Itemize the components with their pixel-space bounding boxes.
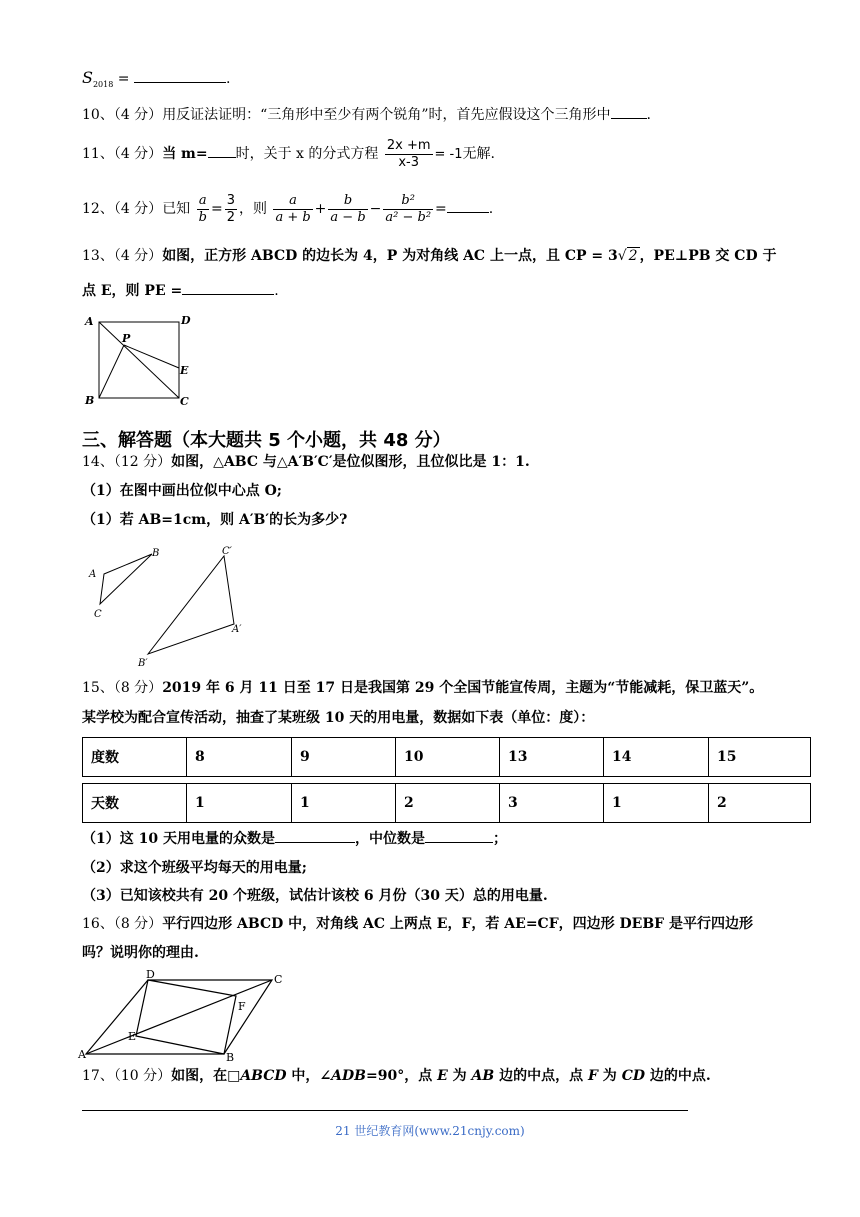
label-d: D [146, 968, 155, 981]
q14-text: 如图，△ABC 与△A′B′C′是位似图形，且位似比是 1：1. [171, 454, 530, 470]
q12-frac-a-b [197, 193, 209, 226]
q13-blank[interactable] [182, 280, 274, 295]
figure-13-square [80, 312, 200, 408]
label-a: A [89, 569, 97, 580]
median-blank[interactable] [425, 828, 493, 843]
q15-part2: （2）求这个班级平均每天的用电量; [82, 860, 307, 876]
footer-divider [82, 1110, 688, 1111]
q15-number: 15、 [82, 680, 114, 696]
q12-mid: ，则 [238, 201, 267, 217]
q12-end: . [488, 201, 494, 217]
q13-end: . [274, 283, 279, 299]
q12-f1-num: a [197, 193, 209, 210]
q11-frac-num: 2x +m [386, 137, 431, 153]
q17-shape: □ABCD [227, 1068, 287, 1084]
question-15 [82, 678, 763, 698]
q10-end: . [646, 107, 651, 123]
q12-frac-3 [273, 193, 312, 226]
table-cell: 1 [604, 784, 709, 823]
label-b: B [152, 548, 160, 559]
q17-mid4: 边的中点，点 [494, 1068, 588, 1084]
q11-mid: 时，关于 x 的分式方程 [235, 146, 379, 162]
q13-sqrt: 2 [628, 248, 638, 264]
sqrt-sign-icon: √ [617, 248, 627, 264]
parallelogram-debf [136, 980, 236, 1054]
q12-number: 12、 [82, 201, 114, 217]
diagonal-ac [99, 322, 179, 398]
question-14 [82, 452, 530, 472]
label-d: D [181, 314, 191, 327]
question-10 [82, 104, 651, 125]
table-cell: 2 [396, 784, 500, 823]
q12-f4-num: b [328, 193, 367, 210]
q12-blank[interactable] [447, 198, 489, 213]
q14-part1: （1）在图中画出位似中心点 O; [82, 483, 282, 499]
label-c: C [180, 395, 189, 408]
q14-part2: （1）若 AB=1cm，则 A′B′的长为多少? [82, 512, 348, 528]
electricity-table [82, 737, 811, 777]
q11-pre: 当 m= [162, 146, 208, 162]
q17-pre: 如图，在 [171, 1068, 228, 1084]
q11-post: 无解. [462, 146, 495, 162]
table-cell: 9 [292, 738, 396, 777]
q9-tail [82, 68, 230, 95]
q14-number: 14、 [82, 454, 114, 470]
q12-f2-den: 2 [226, 209, 235, 225]
q16-text1: 平行四边形 ABCD 中，对角线 AC 上两点 E，F，若 AE=CF，四边形 DEBF 是平行四边形 [162, 916, 753, 932]
q13-text2: ，PE⊥PB 交 CD 于 [639, 248, 777, 264]
q14-score: （12 分） [113, 454, 172, 470]
label-f: F [238, 1000, 246, 1013]
table-cell: 10 [396, 738, 500, 777]
q17-f: F [587, 1068, 598, 1084]
q12-f3-den: a + b [275, 209, 311, 225]
triangle-abc [100, 554, 152, 604]
q11-eq: = -1 [434, 147, 463, 162]
q17-angle: ∠ADB [319, 1068, 367, 1084]
label-c-prime: C′ [222, 546, 232, 557]
q16-number: 16、 [82, 916, 114, 932]
table-row [83, 784, 811, 823]
q15-text2: 某学校为配合宣传活动，抽查了某班级 10 天的用电量，数据如下表（单位：度）： [82, 710, 595, 726]
table-cell: 1 [292, 784, 396, 823]
q17-end: 边的中点. [644, 1068, 711, 1084]
q15-part1c: ； [492, 831, 507, 847]
q10-text: 用反证法证明：“三角形中至少有两个锐角”时，首先应假设这个三角形中 [162, 107, 611, 123]
s-label: S [82, 68, 93, 87]
label-b: B [85, 394, 95, 407]
q17-mid3: 为 [447, 1068, 472, 1084]
table-cell: 天数 [83, 784, 187, 823]
label-a-prime: A′ [232, 624, 242, 635]
q12-score: （4 分） [113, 201, 163, 217]
q17-mid2: =90°，点 [366, 1068, 438, 1084]
q15-part1a: （1）这 10 天用电量的众数是 [82, 831, 275, 847]
label-b-prime: B′ [138, 658, 148, 669]
footer-link[interactable]: 21 世纪教育网(www.21cnjy.com) [335, 1124, 525, 1138]
q12-f2-num: 3 [226, 192, 235, 208]
label-p: P [122, 332, 131, 345]
mode-blank[interactable] [275, 828, 355, 843]
q16-text2: 吗？说明你的理由. [82, 945, 199, 961]
q13-text3: 点 E，则 PE = [82, 283, 183, 299]
q17-number: 17、 [82, 1068, 114, 1084]
segment-pe [124, 345, 179, 368]
q15-score: （8 分） [113, 680, 163, 696]
q12-minus: − [369, 201, 382, 217]
label-e: E [180, 364, 189, 377]
table-cell: 2 [709, 784, 811, 823]
question-16 [82, 914, 753, 934]
q17-e: E [437, 1068, 448, 1084]
section-3-heading: 三、解答题（本大题共 5 个小题，共 48 分） [82, 430, 451, 451]
electricity-table-row-2 [82, 783, 811, 823]
table-cell: 3 [500, 784, 604, 823]
q12-eq2: = [435, 201, 447, 217]
q17-mid5: 为 [597, 1068, 622, 1084]
q12-f5-den: a² − b² [385, 209, 432, 225]
q12-f3-num: a [273, 193, 312, 210]
q12-eq1: = [210, 201, 223, 217]
q10-number: 10、 [82, 107, 114, 123]
q11-frac-den: x-3 [398, 154, 420, 170]
segment-pb [99, 345, 124, 398]
q12-frac-3-2 [225, 193, 237, 226]
table-cell: 度数 [83, 738, 187, 777]
label-c: C [94, 609, 102, 620]
q12-frac-4 [328, 193, 367, 226]
s-eq: = [113, 71, 134, 87]
q15-text1: 2019 年 6 月 11 日至 17 日是我国第 29 个全国节能宣传周，主题为“节能减耗，保卫蓝天”。 [162, 680, 764, 696]
q12-frac-5 [383, 193, 433, 226]
q16-score: （8 分） [113, 916, 163, 932]
question-11 [82, 134, 495, 175]
label-a: A [85, 315, 94, 328]
q17-score: （10 分） [113, 1068, 172, 1084]
q12-f4-den: a − b [330, 209, 366, 225]
q12-pre: 已知 [162, 201, 191, 217]
table-cell: 15 [709, 738, 811, 777]
question-13 [82, 246, 776, 266]
label-a: A [78, 1048, 86, 1061]
q11-number: 11、 [82, 146, 114, 162]
q11-blank[interactable] [208, 143, 236, 158]
q17-ab: AB [471, 1068, 495, 1084]
label-e: E [128, 1030, 137, 1043]
table-cell: 8 [187, 738, 292, 777]
question-12 [82, 188, 493, 230]
q13-text1: 如图，正方形 ABCD 的边长为 4，P 为对角线 AC 上一点，且 CP = 3 [162, 248, 618, 264]
diagonal-ac [86, 980, 272, 1054]
q11-score: （4 分） [113, 146, 163, 162]
figure-14-similar-triangles [86, 540, 256, 672]
s-end: . [225, 71, 231, 87]
q15-part3: （3）已知该校共有 20 个班级，试估计该校 6 月份（30 天）总的用电量. [82, 888, 548, 904]
figure-16-parallelogram [76, 968, 296, 1064]
q13-score: （4 分） [113, 248, 163, 264]
table-row [83, 738, 811, 777]
q12-plus: + [314, 201, 327, 217]
q13-number: 13、 [82, 248, 114, 264]
q15-part1b: ，中位数是 [354, 831, 425, 847]
q17-cd: CD [621, 1068, 645, 1084]
answer-blank[interactable] [134, 68, 226, 83]
table-cell: 13 [500, 738, 604, 777]
table-cell: 14 [604, 738, 709, 777]
q12-f1-den: b [198, 209, 207, 225]
q15-part1 [82, 828, 507, 849]
q12-f5-num: b² [383, 193, 433, 210]
q10-score: （4 分） [113, 107, 163, 123]
question-17 [82, 1066, 711, 1086]
table-cell: 1 [187, 784, 292, 823]
label-c: C [274, 973, 283, 986]
q10-blank[interactable] [611, 104, 647, 119]
label-b: B [226, 1051, 235, 1064]
q11-fraction [385, 138, 433, 171]
question-13-cont [82, 280, 279, 301]
q17-mid1: 中， [286, 1068, 320, 1084]
s-subscript: 2018 [92, 79, 114, 89]
triangle-a2b2c2 [148, 556, 234, 654]
